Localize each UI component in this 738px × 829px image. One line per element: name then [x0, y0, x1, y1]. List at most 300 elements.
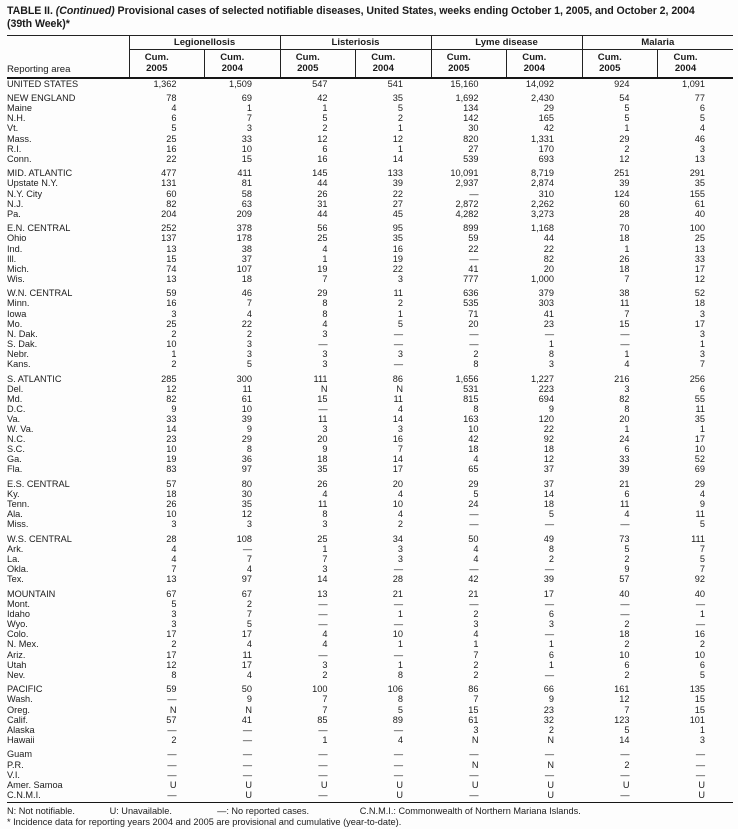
- data-cell: 5: [699, 669, 706, 680]
- data-cell: 2: [246, 328, 252, 339]
- data-cell: 1: [548, 659, 555, 670]
- data-cell: 17: [166, 629, 177, 640]
- data-cell: 3: [246, 348, 252, 359]
- data-cell: 46: [241, 288, 252, 299]
- data-cell: —: [318, 789, 328, 800]
- data-cell: 5: [699, 554, 706, 565]
- table-row: [7, 770, 733, 780]
- data-cell: 44: [317, 178, 328, 189]
- data-cell: —: [620, 519, 630, 530]
- data-cell: 11: [695, 403, 706, 414]
- data-cell: 108: [236, 534, 252, 545]
- data-cell: —: [318, 609, 328, 620]
- table-row: [7, 424, 733, 434]
- data-cell: 4: [624, 359, 630, 370]
- data-cell: 12: [619, 694, 630, 705]
- table-row: [7, 650, 733, 660]
- data-cell: 13: [317, 589, 328, 599]
- data-cell: —: [695, 749, 706, 760]
- data-cell: 178: [236, 233, 252, 244]
- table-row: [7, 454, 733, 464]
- data-cell: 16: [317, 153, 328, 164]
- data-cell: 37: [543, 479, 555, 490]
- data-cell: N: [320, 383, 328, 394]
- data-cell: 223: [538, 383, 555, 394]
- data-cell: 8: [548, 348, 555, 359]
- data-cell: 16: [694, 629, 706, 640]
- data-cell: 9: [624, 564, 630, 575]
- data-cell: —: [469, 328, 479, 339]
- data-cell: 8: [473, 359, 479, 370]
- data-cell: 531: [463, 383, 479, 394]
- data-cell: 2: [624, 639, 630, 650]
- table-row: [7, 329, 733, 339]
- row-label: R.I.: [7, 143, 22, 154]
- data-cell: —: [469, 749, 479, 760]
- row-label: Ky.: [7, 489, 20, 500]
- data-cell: 20: [317, 434, 328, 445]
- data-cell: 37: [543, 464, 555, 475]
- row-label: Ind.: [7, 243, 23, 254]
- column-header-listeriosis-2005: Cum. 2005: [280, 49, 356, 78]
- table-row: [7, 178, 733, 188]
- data-cell: 291: [689, 168, 706, 179]
- data-cell: 106: [387, 684, 403, 695]
- data-cell: 14: [166, 424, 177, 435]
- data-cell: 19: [166, 454, 177, 465]
- row-label: Conn.: [7, 153, 32, 164]
- data-cell: 16: [392, 434, 403, 445]
- data-cell: 4: [397, 403, 403, 414]
- data-cell: 24: [468, 499, 479, 510]
- data-cell: 15: [694, 694, 706, 705]
- row-label: Guam: [7, 749, 33, 760]
- data-cell: 2: [322, 669, 328, 680]
- data-cell: —: [242, 749, 252, 760]
- data-cell: 21: [468, 589, 479, 599]
- data-cell: 11: [619, 499, 630, 510]
- table-row: [7, 509, 733, 519]
- row-label: Kans.: [7, 359, 31, 370]
- data-cell: —: [469, 769, 479, 780]
- data-cell: 11: [393, 393, 403, 404]
- table-row: [7, 725, 733, 735]
- data-cell: —: [544, 669, 555, 680]
- row-label: PACIFIC: [7, 684, 43, 695]
- table-row: [7, 284, 733, 299]
- data-cell: 14: [392, 454, 403, 465]
- data-cell: 1: [246, 103, 252, 114]
- data-cell: 204: [161, 208, 177, 219]
- table-row: [7, 475, 733, 490]
- data-cell: 39: [619, 178, 630, 189]
- row-label: N. Mex.: [7, 639, 39, 650]
- table-row: [7, 154, 733, 164]
- data-cell: —: [469, 188, 479, 199]
- table-row: [7, 394, 733, 404]
- data-cell: 12: [619, 153, 630, 164]
- data-cell: 2: [473, 669, 479, 680]
- data-cell: 5: [322, 113, 328, 124]
- data-cell: 18: [317, 454, 328, 465]
- data-cell: —: [695, 619, 706, 630]
- data-cell: 35: [694, 414, 706, 424]
- data-cell: U: [396, 789, 403, 800]
- data-cell: —: [469, 564, 479, 575]
- row-label: Ark.: [7, 544, 24, 555]
- data-cell: 92: [694, 574, 706, 585]
- data-cell: —: [620, 749, 630, 760]
- data-cell: 815: [463, 393, 479, 404]
- data-cell: 82: [166, 198, 177, 209]
- data-cell: N: [245, 704, 252, 715]
- data-cell: 12: [166, 383, 177, 394]
- data-cell: 57: [166, 714, 177, 725]
- data-cell: U: [622, 779, 630, 790]
- data-cell: 17: [241, 659, 252, 670]
- data-cell: —: [620, 599, 630, 610]
- table-row: [7, 414, 733, 424]
- data-cell: 7: [473, 694, 479, 705]
- data-cell: 12: [543, 454, 555, 465]
- data-cell: 14: [317, 574, 328, 585]
- data-cell: 899: [463, 223, 479, 234]
- row-label: N.Y. City: [7, 188, 43, 199]
- data-cell: 26: [317, 479, 328, 490]
- data-cell: 3: [548, 359, 555, 370]
- data-cell: 3: [699, 734, 706, 745]
- data-cell: U: [169, 779, 177, 790]
- data-cell: 100: [689, 223, 706, 234]
- data-cell: 22: [468, 243, 479, 254]
- data-cell: —: [167, 759, 177, 770]
- data-cell: 5: [397, 704, 403, 715]
- table-row: [7, 489, 733, 499]
- data-cell: 2: [171, 359, 177, 370]
- data-cell: 29: [543, 103, 555, 114]
- data-cell: 97: [241, 464, 252, 475]
- data-cell: 69: [694, 464, 706, 475]
- data-cell: 5: [624, 113, 630, 124]
- row-label: Ill.: [7, 253, 17, 264]
- table-row: [7, 244, 733, 254]
- data-cell: —: [393, 769, 403, 780]
- data-cell: —: [167, 694, 177, 705]
- table-row: [7, 790, 733, 803]
- data-cell: 58: [241, 188, 252, 199]
- legend-unavailable: U: Unavailable.: [109, 805, 172, 816]
- data-cell: 2: [322, 123, 328, 134]
- legend-not-notifiable: N: Not notifiable.: [7, 805, 75, 816]
- data-cell: 7: [246, 113, 252, 124]
- data-cell: 80: [241, 479, 252, 490]
- data-cell: 13: [166, 243, 177, 254]
- data-cell: 63: [241, 198, 252, 209]
- data-cell: 4: [473, 554, 479, 565]
- data-cell: 26: [317, 188, 328, 199]
- data-cell: 5: [624, 544, 630, 555]
- data-cell: 924: [614, 78, 630, 89]
- data-cell: 8: [473, 403, 479, 414]
- header-corner-cell: [7, 35, 129, 49]
- data-cell: 3: [699, 348, 706, 359]
- row-label: E.S. CENTRAL: [7, 479, 70, 490]
- title-text: Provisional cases of selected notifiable diseases, United States, weeks ending October 1, 2005, and October 2, 2004: [117, 5, 695, 17]
- data-cell: 50: [241, 684, 252, 695]
- data-cell: 693: [538, 153, 555, 164]
- data-cell: 1,331: [531, 133, 555, 144]
- table-row: [7, 715, 733, 725]
- data-cell: —: [695, 599, 706, 610]
- data-cell: 5: [246, 619, 252, 630]
- data-cell: 25: [166, 318, 177, 329]
- data-cell: 3: [322, 519, 328, 530]
- data-cell: 1: [473, 639, 479, 650]
- data-cell: 6: [624, 489, 630, 500]
- data-cell: 6: [699, 383, 706, 394]
- data-cell: 4: [473, 629, 479, 640]
- data-cell: 40: [619, 589, 630, 599]
- data-cell: 1: [171, 348, 177, 359]
- data-cell: 12: [241, 509, 252, 520]
- row-label: Mich.: [7, 263, 29, 274]
- data-cell: 4: [246, 564, 252, 575]
- row-label: N.H.: [7, 113, 26, 124]
- data-cell: 7: [171, 564, 177, 575]
- data-cell: 20: [392, 479, 403, 490]
- data-cell: 2,430: [531, 93, 555, 104]
- data-cell: 10: [392, 629, 403, 640]
- data-cell: 28: [619, 208, 630, 219]
- data-cell: 39: [241, 414, 252, 424]
- data-cell: —: [544, 749, 555, 760]
- column-header-legionellosis-2005: Cum. 2005: [129, 49, 205, 78]
- data-cell: 29: [241, 434, 252, 445]
- data-cell: 17: [694, 434, 706, 445]
- data-cell: 10: [241, 143, 252, 154]
- reporting-area-label: Reporting area: [7, 49, 129, 78]
- data-cell: 1: [397, 308, 403, 319]
- data-cell: 9: [548, 694, 555, 705]
- data-cell: 25: [166, 133, 177, 144]
- data-cell: 3: [397, 273, 403, 284]
- data-cell: 23: [543, 704, 555, 715]
- row-label: Utah: [7, 659, 27, 670]
- data-cell: 3: [397, 348, 403, 359]
- row-label: Maine: [7, 103, 33, 114]
- row-label: Ga.: [7, 454, 22, 465]
- table-row: [7, 298, 733, 308]
- data-cell: 5: [397, 318, 403, 329]
- table-row: [7, 349, 733, 359]
- column-header-lyme-2004: Cum. 2004: [507, 49, 583, 78]
- data-cell: 10: [241, 403, 252, 414]
- data-cell: 82: [543, 253, 555, 264]
- data-cell: N: [471, 734, 479, 745]
- data-cell: 4: [322, 243, 328, 254]
- data-cell: 145: [312, 168, 328, 179]
- data-cell: —: [620, 328, 630, 339]
- data-cell: 161: [614, 684, 630, 695]
- data-cell: 17: [694, 263, 706, 274]
- row-label: NEW ENGLAND: [7, 93, 76, 104]
- table-row: [7, 123, 733, 133]
- row-label: Va.: [7, 414, 21, 424]
- row-label: MOUNTAIN: [7, 589, 56, 599]
- data-cell: 16: [392, 243, 403, 254]
- data-cell: —: [318, 338, 328, 349]
- table-row: [7, 89, 733, 104]
- data-cell: 2,872: [455, 198, 479, 209]
- table-row: [7, 78, 733, 89]
- data-cell: 10: [166, 509, 177, 520]
- row-label: D.C.: [7, 403, 26, 414]
- row-label: Del.: [7, 383, 24, 394]
- data-cell: 29: [694, 479, 706, 490]
- data-cell: —: [620, 789, 630, 800]
- data-cell: 7: [699, 564, 706, 575]
- data-cell: 2: [548, 554, 555, 565]
- data-cell: 29: [317, 288, 328, 299]
- data-cell: —: [318, 749, 328, 760]
- data-cell: 1,000: [531, 273, 555, 284]
- data-cell: 2: [171, 734, 177, 745]
- data-cell: 32: [543, 714, 555, 725]
- table-row: [7, 660, 733, 670]
- data-cell: 8: [246, 444, 252, 455]
- data-cell: 26: [166, 499, 177, 510]
- data-cell: 7: [699, 359, 706, 370]
- column-header-malaria-2004: Cum. 2004: [658, 49, 734, 78]
- data-cell: 11: [317, 499, 328, 510]
- data-cell: 18: [543, 444, 555, 455]
- data-cell: 477: [161, 168, 177, 179]
- table-row: [7, 103, 733, 113]
- table-row: [7, 144, 733, 154]
- table-row: [7, 233, 733, 243]
- data-cell: 11: [695, 509, 706, 520]
- data-cell: 7: [397, 444, 403, 455]
- data-cell: 17: [241, 629, 252, 640]
- data-cell: 1: [397, 609, 403, 620]
- data-cell: 7: [246, 554, 252, 565]
- table-row: [7, 745, 733, 760]
- data-cell: 10: [166, 444, 177, 455]
- data-cell: 36: [241, 454, 252, 465]
- data-cell: 4: [322, 318, 328, 329]
- data-cell: 25: [317, 233, 328, 244]
- data-cell: 10: [392, 499, 403, 510]
- data-cell: —: [393, 619, 403, 630]
- data-cell: 20: [619, 414, 630, 424]
- data-cell: 133: [387, 168, 403, 179]
- data-cell: —: [393, 759, 403, 770]
- data-cell: 7: [246, 609, 252, 620]
- data-cell: 694: [538, 393, 555, 404]
- data-cell: 60: [619, 198, 630, 209]
- table-row: [7, 499, 733, 509]
- data-cell: 38: [619, 288, 630, 299]
- data-cell: 3: [699, 143, 706, 154]
- data-cell: 310: [538, 188, 555, 199]
- row-label: Tex.: [7, 574, 24, 585]
- data-cell: —: [544, 564, 555, 575]
- data-cell: 67: [166, 589, 177, 599]
- data-cell: 33: [694, 253, 706, 264]
- data-cell: 34: [392, 534, 403, 545]
- data-cell: 4: [397, 509, 403, 520]
- data-cell: 142: [463, 113, 479, 124]
- data-cell: 6: [322, 143, 328, 154]
- data-cell: U: [698, 779, 706, 790]
- data-cell: 82: [166, 393, 177, 404]
- data-cell: N: [169, 704, 177, 715]
- data-cell: 77: [694, 93, 706, 104]
- table-row: [7, 639, 733, 649]
- data-cell: 5: [699, 113, 706, 124]
- data-cell: 8: [322, 308, 328, 319]
- data-cell: 97: [241, 574, 252, 585]
- data-cell: 22: [543, 424, 555, 435]
- data-cell: 155: [689, 188, 706, 199]
- data-cell: 57: [166, 479, 177, 490]
- data-cell: 1: [624, 243, 630, 254]
- data-cell: 11: [619, 298, 630, 309]
- data-cell: 3: [624, 383, 630, 394]
- legend-no-reported-cases: —: No reported cases.: [217, 805, 310, 816]
- row-label: UNITED STATES: [7, 78, 79, 89]
- data-cell: 45: [392, 208, 403, 219]
- data-cell: 31: [317, 198, 328, 209]
- data-cell: 35: [317, 464, 328, 475]
- table-row: [7, 384, 733, 394]
- data-cell: 7: [699, 544, 706, 555]
- data-cell: 3: [322, 348, 328, 359]
- data-cell: 2: [397, 519, 403, 530]
- row-label: P.R.: [7, 759, 24, 770]
- data-cell: 86: [468, 684, 479, 695]
- data-cell: 61: [694, 198, 706, 209]
- data-cell: —: [544, 769, 555, 780]
- data-cell: 30: [468, 123, 479, 134]
- data-cell: —: [318, 724, 328, 735]
- table-row: [7, 274, 733, 284]
- data-cell: 57: [619, 574, 630, 585]
- data-cell: 2: [624, 759, 630, 770]
- table-row: [7, 574, 733, 584]
- data-cell: 78: [166, 93, 177, 104]
- table-row: [7, 554, 733, 564]
- row-label: E.N. CENTRAL: [7, 223, 71, 234]
- data-cell: 6: [548, 649, 555, 660]
- data-cell: 2,937: [455, 178, 479, 189]
- data-cell: 30: [241, 489, 252, 500]
- data-cell: 3: [397, 544, 403, 555]
- data-cell: 3: [246, 519, 252, 530]
- data-cell: 29: [619, 133, 630, 144]
- data-cell: 4: [322, 489, 328, 500]
- data-cell: 17: [543, 589, 555, 599]
- data-cell: 8: [322, 509, 328, 520]
- data-cell: 124: [614, 188, 630, 199]
- row-label: Oreg.: [7, 704, 30, 715]
- data-cell: 4: [246, 639, 252, 650]
- data-cell: 7: [322, 273, 328, 284]
- data-cell: 17: [392, 464, 403, 475]
- data-cell: 26: [619, 253, 630, 264]
- data-cell: 100: [312, 684, 328, 695]
- data-cell: 11: [242, 383, 252, 394]
